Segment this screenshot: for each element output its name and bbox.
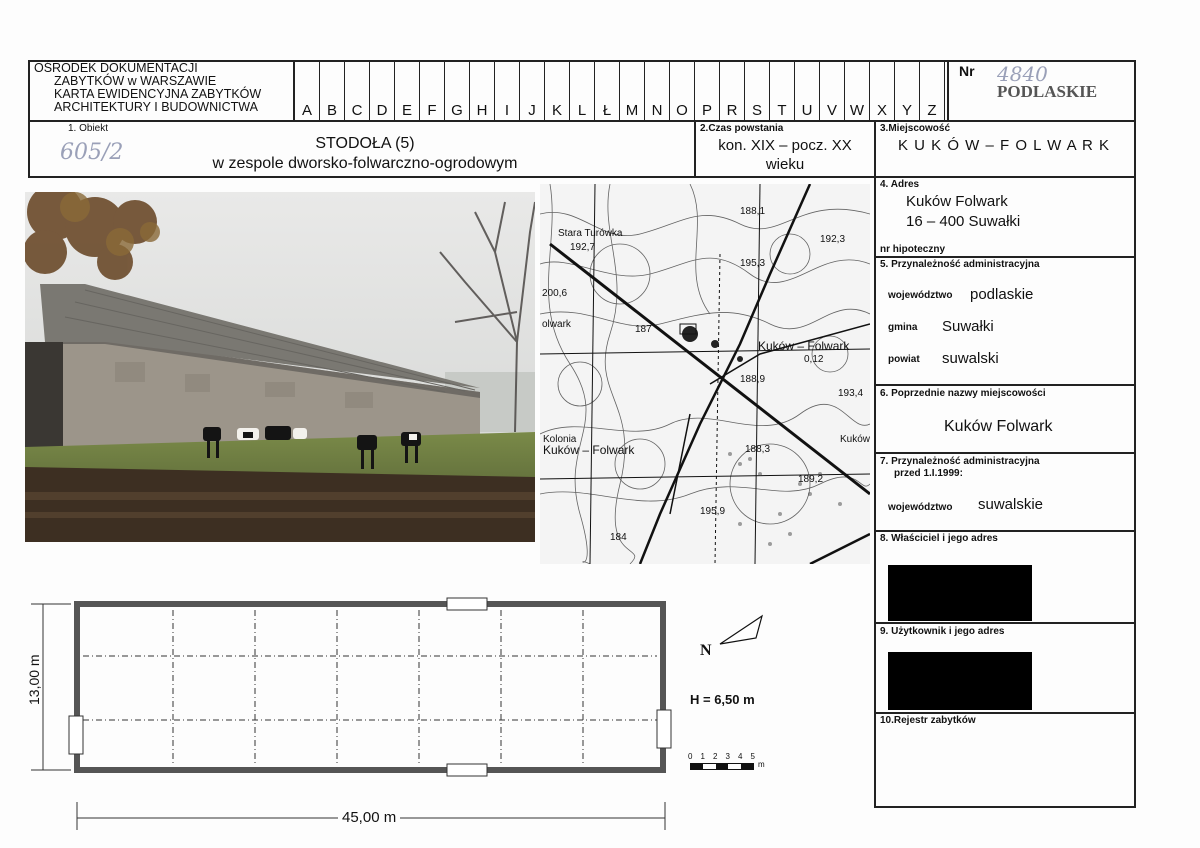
nr-label: Nr <box>959 63 975 79</box>
redacted-user <box>888 652 1032 710</box>
czas-value <box>696 136 874 174</box>
scale-tick-label: 1 <box>700 752 705 761</box>
index-letter: B <box>320 62 345 120</box>
przed1999-label2: przed 1.I.1999: <box>894 468 963 479</box>
map-label: 187 <box>635 324 652 335</box>
adres-line1: Kuków Folwark <box>906 193 1008 210</box>
map-label: Kuków – Folwark <box>543 443 635 457</box>
plan-width-label: 45,00 m <box>338 809 400 826</box>
gmina-value: Suwałki <box>942 318 994 335</box>
wlasciciel-label: 8. Właściciel i jego adres <box>880 533 998 544</box>
obiekt-label: 1. Obiekt <box>68 123 109 134</box>
map-label: 189,2 <box>798 474 824 485</box>
index-letter: X <box>870 62 895 120</box>
index-letter: C <box>345 62 370 120</box>
map-label: 0,12 <box>804 354 824 365</box>
adres-label: 4. Adres <box>880 179 920 190</box>
index-letter: O <box>670 62 695 120</box>
topographic-map <box>540 184 870 564</box>
card-line2: ARCHITEKTURY I BUDOWNICTWA <box>54 100 258 114</box>
scale-tick-label: 2 <box>713 752 718 761</box>
nr-handwritten: 4840 <box>997 62 1048 86</box>
index-letter: G <box>445 62 470 120</box>
letter-index <box>295 62 945 120</box>
czas-label: 2.Czas powstania <box>700 123 784 134</box>
index-letter: A <box>295 62 320 120</box>
czas-line1: kon. XIX – pocz. XX <box>718 137 852 154</box>
map-label: 188,9 <box>740 374 766 385</box>
woj-label: województwo <box>888 290 953 301</box>
obiekt-handwritten: 605/2 <box>60 140 124 165</box>
index-letter: E <box>395 62 420 120</box>
index-letter: V <box>820 62 845 120</box>
org-line1: OŚRODEK DOKUMENTACJI <box>34 61 198 75</box>
przynaleznosc-label: 5. Przynależność administracyjna <box>880 259 1040 270</box>
map-label: 188,3 <box>745 444 771 455</box>
index-letter: D <box>370 62 395 120</box>
map-label: Kuków – Folwark <box>758 339 850 353</box>
height-label: H = 6,50 m <box>690 692 755 707</box>
map-label: Kolonia <box>543 434 577 445</box>
scale-bar <box>688 752 768 774</box>
barn-photo-illustration <box>25 192 535 542</box>
nr-block <box>947 60 1136 122</box>
index-letter: M <box>620 62 645 120</box>
redacted-owner <box>888 565 1032 621</box>
rejestr-label: 10.Rejestr zabytków <box>880 715 976 726</box>
org-block <box>34 62 290 114</box>
index-letter: R <box>720 62 745 120</box>
map-label: 195,3 <box>740 258 766 269</box>
index-letter: L <box>570 62 595 120</box>
scale-tick-label: 4 <box>738 752 743 761</box>
card-line1: KARTA EWIDENCYJNA ZABYTKÓW <box>54 87 262 101</box>
czas-line2: wieku <box>765 156 805 173</box>
index-letter: F <box>420 62 445 120</box>
map-label: 188,1 <box>740 206 766 217</box>
north-label: N <box>700 642 712 659</box>
poprzednie-label: 6. Poprzednie nazwy miejscowości <box>880 388 1046 399</box>
przed1999-label1: 7. Przynależność administracyjna <box>880 456 1040 467</box>
index-letter: Z <box>920 62 945 120</box>
obiekt-subtitle: w zespole dworsko-folwarczno-ogrodowym <box>212 155 518 172</box>
obiekt-title: STODOŁA (5) <box>315 135 415 152</box>
scale-unit: m <box>758 760 765 769</box>
index-letter: S <box>745 62 770 120</box>
map-label: 200,6 <box>542 288 568 299</box>
index-letter: I <box>495 62 520 120</box>
region-stamp: PODLASKIE <box>997 82 1098 101</box>
przynaleznosc-cell <box>874 256 1136 386</box>
index-letter: Ł <box>595 62 620 120</box>
index-letter: J <box>520 62 545 120</box>
obiekt-text <box>200 134 530 174</box>
org-line2: ZABYTKÓW w WARSZAWIE <box>54 74 217 88</box>
index-letter: T <box>770 62 795 120</box>
scale-tick-label: 3 <box>725 752 730 761</box>
powiat-label: powiat <box>888 354 920 365</box>
map-label: olwark <box>542 319 571 330</box>
przed1999-woj-label: województwo <box>888 502 953 513</box>
gmina-label: gmina <box>888 322 918 333</box>
index-letter: P <box>695 62 720 120</box>
plan-height-label: 13,00 m <box>26 651 42 708</box>
powiat-value: suwalski <box>942 350 999 367</box>
miejscowosc-value: K U K Ó W – F O L W A R K <box>898 137 1110 154</box>
index-letter: K <box>545 62 570 120</box>
adres-value <box>906 192 1020 232</box>
index-letter: N <box>645 62 670 120</box>
map-label: Stara Turówka <box>558 228 623 239</box>
map-illustration <box>540 184 870 564</box>
floor-plan <box>25 590 685 830</box>
poprzednie-value: Kuków Folwark <box>944 418 1053 435</box>
map-label: 192,3 <box>820 234 846 245</box>
north-arrow <box>700 612 770 667</box>
map-label: 184 <box>610 532 627 543</box>
woj-value: podlaskie <box>970 286 1034 303</box>
map-label: Kuków <box>840 434 870 445</box>
map-label: 195,9 <box>700 506 726 517</box>
photo <box>25 192 535 542</box>
hipoteczny-label: nr hipoteczny <box>880 244 946 255</box>
miejscowosc-label: 3.Miejscowość <box>880 123 951 134</box>
scale-tick-label: 5 <box>750 752 755 761</box>
uzytkownik-label: 9. Użytkownik i jego adres <box>880 626 1005 637</box>
index-letter: W <box>845 62 870 120</box>
przed1999-woj-value: suwalskie <box>978 496 1044 513</box>
map-label: 193,4 <box>838 388 864 399</box>
adres-line2: 16 – 400 Suwałki <box>906 213 1021 230</box>
map-label: 192,7 <box>570 242 596 253</box>
index-letter: U <box>795 62 820 120</box>
scale-tick-label: 0 <box>688 752 693 761</box>
rejestr-cell <box>874 712 1136 808</box>
index-letter: Y <box>895 62 920 120</box>
index-letter: H <box>470 62 495 120</box>
